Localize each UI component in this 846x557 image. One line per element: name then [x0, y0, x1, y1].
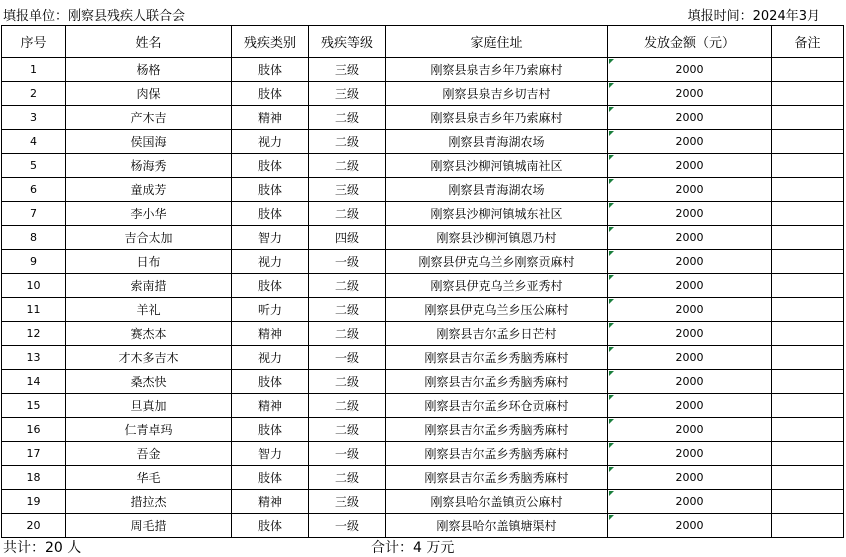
cell-amount: 2000: [608, 442, 772, 466]
cell-name: 杨海秀: [66, 154, 232, 178]
cell-amount: 2000: [608, 106, 772, 130]
cell-level: 二级: [309, 154, 386, 178]
cell-name: 索南措: [66, 274, 232, 298]
cell-name: 桑杰快: [66, 370, 232, 394]
cell-level: 二级: [309, 466, 386, 490]
cell-amount: 2000: [608, 130, 772, 154]
cell-note: [772, 298, 844, 322]
cell-amount: 2000: [608, 58, 772, 82]
cell-note: [772, 490, 844, 514]
table-row: [2, 226, 844, 250]
cell-name: 措拉杰: [66, 490, 232, 514]
cell-name: 仁青卓玛: [66, 418, 232, 442]
table-row: [2, 82, 844, 106]
table-row: [2, 466, 844, 490]
cell-name: 周毛措: [66, 514, 232, 538]
table-row: [2, 130, 844, 154]
cell-no: 15: [2, 394, 66, 418]
cell-address: 刚察县哈尔盖镇贡公麻村: [386, 490, 608, 514]
cell-type: 肢体: [232, 418, 309, 442]
table-row: [2, 274, 844, 298]
reporting-unit: 填报单位：刚察县残疾人联合会: [3, 9, 186, 24]
cell-type: 精神: [232, 490, 309, 514]
cell-name: 杨格: [66, 58, 232, 82]
cell-name: 肉保: [66, 82, 232, 106]
cell-amount: 2000: [608, 514, 772, 538]
cell-level: 二级: [309, 106, 386, 130]
cell-address: 刚察县吉尔孟乡秀脑秀麻村: [386, 466, 608, 490]
column-header-address: 家庭住址: [386, 26, 608, 58]
cell-amount: 2000: [608, 322, 772, 346]
cell-name: 才木多吉木: [66, 346, 232, 370]
cell-type: 肢体: [232, 370, 309, 394]
cell-note: [772, 250, 844, 274]
table-row: [2, 106, 844, 130]
report-header: [0, 0, 846, 25]
cell-no: 10: [2, 274, 66, 298]
cell-level: 一级: [309, 250, 386, 274]
table-row: [2, 154, 844, 178]
cell-no: 2: [2, 82, 66, 106]
cell-address: 刚察县吉尔孟乡日芒村: [386, 322, 608, 346]
cell-no: 4: [2, 130, 66, 154]
cell-type: 肢体: [232, 466, 309, 490]
cell-level: 二级: [309, 418, 386, 442]
table-row: [2, 418, 844, 442]
cell-note: [772, 130, 844, 154]
cell-no: 11: [2, 298, 66, 322]
cell-note: [772, 322, 844, 346]
cell-note: [772, 58, 844, 82]
cell-address: 刚察县吉尔孟乡秀脑秀麻村: [386, 442, 608, 466]
cell-level: 三级: [309, 490, 386, 514]
cell-note: [772, 274, 844, 298]
cell-address: 刚察县伊克乌兰乡刚察贡麻村: [386, 250, 608, 274]
cell-level: 四级: [309, 226, 386, 250]
cell-name: 赛杰本: [66, 322, 232, 346]
cell-type: 视力: [232, 130, 309, 154]
table-row: [2, 346, 844, 370]
column-header-note: 备注: [772, 26, 844, 58]
cell-amount: 2000: [608, 82, 772, 106]
table-row: [2, 370, 844, 394]
cell-address: 刚察县吉尔孟乡环仓贡麻村: [386, 394, 608, 418]
cell-no: 8: [2, 226, 66, 250]
cell-level: 一级: [309, 442, 386, 466]
total-count: 共计：20 人: [3, 540, 82, 556]
cell-amount: 2000: [608, 178, 772, 202]
reporting-time: 填报时间：2024年3月: [687, 9, 820, 24]
cell-address: 刚察县沙柳河镇城东社区: [386, 202, 608, 226]
cell-name: 吉合太加: [66, 226, 232, 250]
cell-level: 三级: [309, 58, 386, 82]
cell-address: 刚察县泉吉乡年乃索麻村: [386, 58, 608, 82]
column-header-level: 残疾等级: [309, 26, 386, 58]
column-header-amount: 发放金额（元）: [608, 26, 772, 58]
cell-type: 智力: [232, 226, 309, 250]
cell-note: [772, 442, 844, 466]
column-header-name: 姓名: [66, 26, 232, 58]
subsidy-table: [1, 25, 844, 538]
cell-note: [772, 226, 844, 250]
cell-name: 旦真加: [66, 394, 232, 418]
cell-no: 5: [2, 154, 66, 178]
cell-address: 刚察县吉尔孟乡秀脑秀麻村: [386, 346, 608, 370]
cell-no: 1: [2, 58, 66, 82]
cell-address: 刚察县伊克乌兰乡压公麻村: [386, 298, 608, 322]
cell-type: 肢体: [232, 58, 309, 82]
cell-note: [772, 154, 844, 178]
cell-name: 产木吉: [66, 106, 232, 130]
cell-type: 肢体: [232, 154, 309, 178]
cell-type: 肢体: [232, 274, 309, 298]
cell-type: 精神: [232, 106, 309, 130]
cell-note: [772, 202, 844, 226]
cell-level: 二级: [309, 274, 386, 298]
table-row: [2, 298, 844, 322]
cell-no: 18: [2, 466, 66, 490]
cell-amount: 2000: [608, 154, 772, 178]
table-row: [2, 394, 844, 418]
cell-no: 19: [2, 490, 66, 514]
cell-name: 童成芳: [66, 178, 232, 202]
cell-address: 刚察县哈尔盖镇塘渠村: [386, 514, 608, 538]
column-header-type: 残疾类别: [232, 26, 309, 58]
table-row: [2, 178, 844, 202]
cell-note: [772, 394, 844, 418]
cell-note: [772, 178, 844, 202]
column-header-no: 序号: [2, 26, 66, 58]
cell-address: 刚察县泉吉乡年乃索麻村: [386, 106, 608, 130]
cell-name: 李小华: [66, 202, 232, 226]
cell-level: 三级: [309, 82, 386, 106]
cell-address: 刚察县沙柳河镇城南社区: [386, 154, 608, 178]
cell-note: [772, 82, 844, 106]
cell-no: 14: [2, 370, 66, 394]
cell-type: 肢体: [232, 82, 309, 106]
cell-note: [772, 466, 844, 490]
table-row: [2, 202, 844, 226]
cell-name: 侯国海: [66, 130, 232, 154]
cell-level: 一级: [309, 346, 386, 370]
cell-amount: 2000: [608, 490, 772, 514]
table-row: [2, 58, 844, 82]
cell-type: 肢体: [232, 202, 309, 226]
cell-amount: 2000: [608, 202, 772, 226]
cell-amount: 2000: [608, 346, 772, 370]
cell-no: 6: [2, 178, 66, 202]
cell-note: [772, 346, 844, 370]
cell-type: 精神: [232, 394, 309, 418]
cell-level: 二级: [309, 130, 386, 154]
cell-level: 二级: [309, 394, 386, 418]
cell-amount: 2000: [608, 274, 772, 298]
cell-name: 羊礼: [66, 298, 232, 322]
cell-type: 听力: [232, 298, 309, 322]
cell-address: 刚察县青海湖农场: [386, 178, 608, 202]
cell-no: 16: [2, 418, 66, 442]
cell-no: 17: [2, 442, 66, 466]
table-row: [2, 514, 844, 538]
report-footer: [0, 536, 846, 554]
cell-address: 刚察县伊克乌兰乡亚秀村: [386, 274, 608, 298]
cell-level: 三级: [309, 178, 386, 202]
cell-level: 二级: [309, 370, 386, 394]
total-sum: 合计：4 万元: [371, 540, 455, 556]
cell-amount: 2000: [608, 250, 772, 274]
cell-amount: 2000: [608, 298, 772, 322]
cell-level: 二级: [309, 298, 386, 322]
cell-address: 刚察县吉尔孟乡秀脑秀麻村: [386, 418, 608, 442]
cell-type: 视力: [232, 346, 309, 370]
cell-no: 3: [2, 106, 66, 130]
cell-level: 二级: [309, 322, 386, 346]
cell-name: 吾金: [66, 442, 232, 466]
cell-amount: 2000: [608, 466, 772, 490]
cell-amount: 2000: [608, 226, 772, 250]
table-row: [2, 322, 844, 346]
cell-note: [772, 514, 844, 538]
cell-note: [772, 106, 844, 130]
cell-type: 肢体: [232, 178, 309, 202]
cell-name: 华毛: [66, 466, 232, 490]
cell-type: 智力: [232, 442, 309, 466]
cell-no: 9: [2, 250, 66, 274]
table-row: [2, 442, 844, 466]
cell-no: 12: [2, 322, 66, 346]
cell-no: 7: [2, 202, 66, 226]
cell-no: 20: [2, 514, 66, 538]
table-row: [2, 490, 844, 514]
table-row: [2, 250, 844, 274]
cell-name: 日布: [66, 250, 232, 274]
cell-address: 刚察县泉吉乡切吉村: [386, 82, 608, 106]
table-header-row: [2, 26, 844, 58]
cell-amount: 2000: [608, 394, 772, 418]
cell-type: 肢体: [232, 514, 309, 538]
cell-amount: 2000: [608, 370, 772, 394]
table-body: [2, 58, 844, 538]
cell-level: 二级: [309, 202, 386, 226]
cell-note: [772, 370, 844, 394]
cell-type: 视力: [232, 250, 309, 274]
cell-level: 一级: [309, 514, 386, 538]
cell-address: 刚察县吉尔孟乡秀脑秀麻村: [386, 370, 608, 394]
cell-no: 13: [2, 346, 66, 370]
cell-note: [772, 418, 844, 442]
cell-address: 刚察县沙柳河镇恩乃村: [386, 226, 608, 250]
cell-type: 精神: [232, 322, 309, 346]
cell-amount: 2000: [608, 418, 772, 442]
cell-address: 刚察县青海湖农场: [386, 130, 608, 154]
